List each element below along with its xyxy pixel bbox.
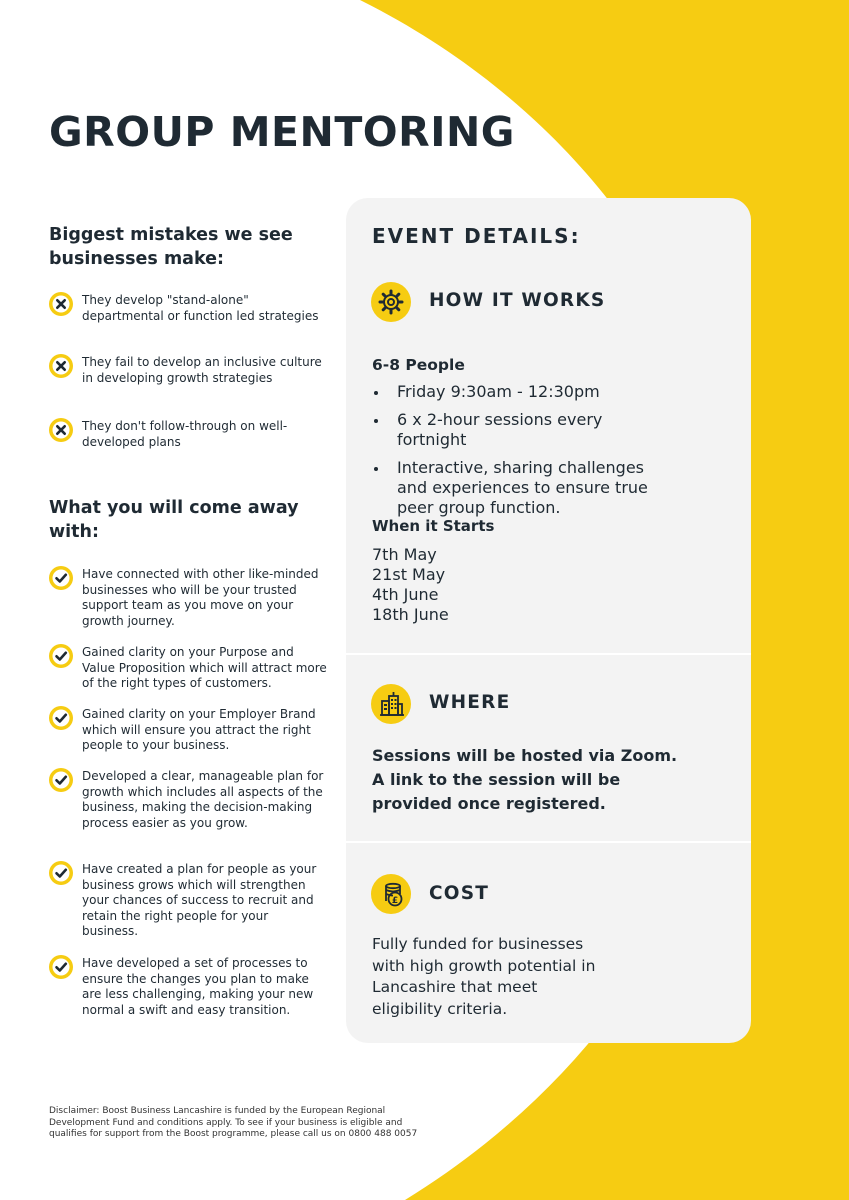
start-dates-label: When it Starts (372, 517, 495, 535)
check-icon (49, 955, 73, 979)
gear-icon (371, 282, 411, 322)
building-icon (371, 684, 411, 724)
disclaimer-text: Disclaimer: Boost Business Lancashire is funded by the European Regional Development Fund and conditions apply. To see if your business is eligible and qualifies for support from the Boost programme, please call us on 0800 488 0057 (49, 1106, 418, 1139)
people-count: 6-8 People (372, 356, 465, 374)
cross-icon (49, 354, 73, 378)
mistakes-heading: Biggest mistakes we see businesses make: (49, 225, 293, 269)
coins-icon (371, 874, 411, 914)
mistake-text: They don't follow-through on well-developed plans (82, 419, 288, 449)
start-dates-list (372, 545, 449, 625)
how-it-works-list (372, 382, 672, 526)
page-title: GROUP MENTORING (49, 108, 515, 156)
list-item: Friday 9:30am - 12:30pm (372, 382, 672, 402)
outcomes-heading: What you will come away with: (49, 498, 299, 542)
start-date: 18th June (372, 605, 449, 624)
where-text: Sessions will be hosted via Zoom. A link to the session will be provided once registered. (372, 746, 678, 813)
svg-text:£: £ (391, 896, 399, 906)
mistake-text: They develop "stand-alone" departmental or function led strategies (82, 293, 319, 323)
start-date: 7th May (372, 545, 437, 564)
check-icon (49, 706, 73, 730)
check-icon (49, 861, 73, 885)
cost-title: COST (429, 883, 490, 904)
start-date: 4th June (372, 585, 439, 604)
outcome-text: Have developed a set of processes to ensure the changes you plan to make are less challenging, making your new normal a swift and easy transition. (82, 956, 314, 1017)
cross-icon (49, 418, 73, 442)
outcome-text: Gained clarity on your Purpose and Value Proposition which will attract more of the right types of customers. (82, 645, 327, 690)
check-icon (49, 768, 73, 792)
check-icon (49, 566, 73, 590)
mistake-text: They fail to develop an inclusive culture in developing growth strategies (82, 355, 322, 385)
outcome-text: Developed a clear, manageable plan for growth which includes all aspects of the business, making the decision-making process easier as you grow. (82, 769, 324, 830)
cost-text: Fully funded for businesses with high growth potential in Lancashire that meet eligibility criteria. (372, 935, 596, 1018)
outcome-text: Gained clarity on your Employer Brand which will ensure you attract the right people to your business. (82, 707, 316, 752)
start-date: 21st May (372, 565, 446, 584)
outcome-text: Have connected with other like-minded businesses who will be your trusted support team as you move on your growth journey. (82, 567, 319, 628)
check-icon (49, 644, 73, 668)
section-divider (346, 841, 751, 843)
where-title: WHERE (429, 692, 511, 713)
how-it-works-title: HOW IT WORKS (429, 290, 606, 311)
section-divider (346, 653, 751, 655)
outcome-text: Have created a plan for people as your business grows which will strengthen your chances of success to recruit and retain the right people for your business. (82, 862, 317, 938)
list-item: 6 x 2-hour sessions every fortnight (372, 410, 672, 450)
cross-icon (49, 292, 73, 316)
list-item: Interactive, sharing challenges and experiences to ensure true peer group function. (372, 458, 672, 518)
event-details-title: EVENT DETAILS: (372, 224, 581, 248)
